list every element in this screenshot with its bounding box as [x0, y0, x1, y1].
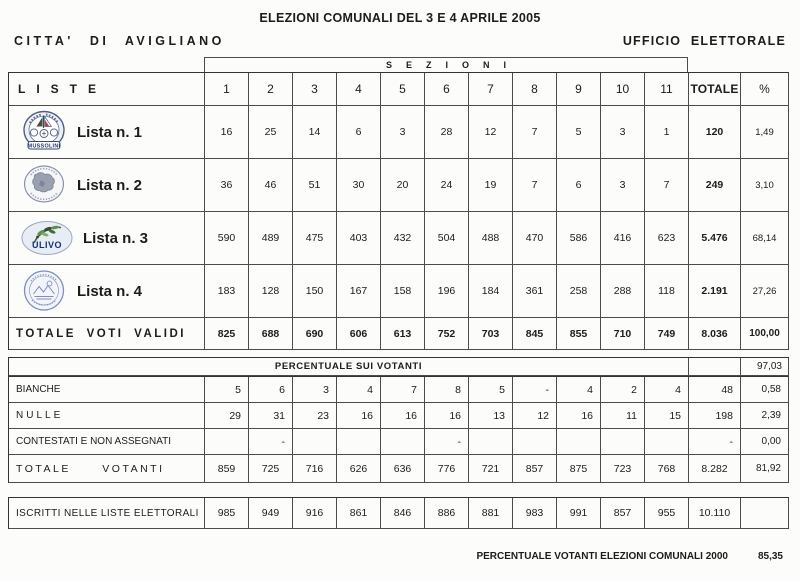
contestati-sezione-value-6: -: [425, 429, 469, 455]
contestati-sezione-value-8: [513, 429, 557, 455]
contestati-total: -: [689, 429, 741, 455]
ulivo-olive-branch-icon: [21, 220, 73, 256]
contestati-sezione-value-2: -: [249, 429, 293, 455]
lista-1-sezione-value-9: 5: [557, 106, 601, 159]
lista-3-percent: 68,14: [741, 212, 789, 265]
table-header-row: [9, 73, 789, 106]
footer-percent-votanti-2000-value: 85,35: [757, 551, 783, 562]
totale-voti-sezione-value-6: 752: [425, 318, 469, 350]
bianche-sezione-value-3: 3: [293, 377, 337, 403]
percentuale-band-empty-cell: [689, 358, 741, 376]
iscritti-row: [9, 498, 789, 529]
liste-header: LISTE: [9, 73, 205, 106]
bianche-sezione-value-7: 5: [469, 377, 513, 403]
lista-3-row: [9, 212, 789, 265]
city-label: CITTA' DI AVIGLIANO: [14, 34, 225, 48]
contestati-sezione-value-7: [469, 429, 513, 455]
ballots-table: [8, 376, 789, 483]
sezione-column-header-4: 4: [337, 73, 381, 106]
bianche-label: BIANCHE: [9, 377, 205, 403]
contestati-sezione-value-11: [645, 429, 689, 455]
sezione-column-header-9: 9: [557, 73, 601, 106]
nulle-percent: 2,39: [741, 403, 789, 429]
nulle-sezione-value-2: 31: [249, 403, 293, 429]
iscritti-sezione-value-9: 991: [557, 498, 601, 529]
lista-2-sezione-value-6: 24: [425, 159, 469, 212]
lista-4-sezione-value-10: 288: [601, 265, 645, 318]
lista-2-sezione-value-7: 19: [469, 159, 513, 212]
lista-1-sezione-value-4: 6: [337, 106, 381, 159]
totale-voti-sezione-value-10: 710: [601, 318, 645, 350]
bianche-sezione-value-2: 6: [249, 377, 293, 403]
lista-2-sezione-value-4: 30: [337, 159, 381, 212]
totale-voti-sezione-value-4: 606: [337, 318, 381, 350]
totale-votanti-sezione-value-6: 776: [425, 455, 469, 483]
totale-voti-sezione-value-7: 703: [469, 318, 513, 350]
bianche-sezione-value-1: 5: [205, 377, 249, 403]
sezione-column-header-7: 7: [469, 73, 513, 106]
iscritti-sezione-value-8: 983: [513, 498, 557, 529]
percent-header: %: [741, 73, 789, 106]
lista-1-sezione-value-11: 1: [645, 106, 689, 159]
lista-3-sezione-value-3: 475: [293, 212, 337, 265]
nulle-sezione-value-6: 16: [425, 403, 469, 429]
lista-2-sezione-value-3: 51: [293, 159, 337, 212]
totale-votanti-row: [9, 455, 789, 483]
footer-percent-votanti-2000-label: PERCENTUALE VOTANTI ELEZIONI COMUNALI 2000: [476, 551, 728, 562]
percentuale-sui-votanti-label: PERCENTUALE SUI VOTANTI: [9, 358, 689, 376]
landscape-seal-icon: [21, 269, 67, 313]
totale-votanti-label: TOTALE VOTANTI: [9, 455, 205, 483]
contestati-sezione-value-4: [337, 429, 381, 455]
totale-header: TOTALE: [689, 73, 741, 106]
lista-2-sezione-value-10: 3: [601, 159, 645, 212]
totale-votanti-sezione-value-4: 626: [337, 455, 381, 483]
lista-1-sezione-value-10: 3: [601, 106, 645, 159]
percentuale-sui-votanti-band: [8, 357, 789, 376]
lista-3-sezione-value-2: 489: [249, 212, 293, 265]
totale-votanti-sezione-value-11: 768: [645, 455, 689, 483]
bianche-sezione-value-11: 4: [645, 377, 689, 403]
iscritti-sezione-value-10: 857: [601, 498, 645, 529]
lista-1-sezione-value-2: 25: [249, 106, 293, 159]
nulle-sezione-value-7: 13: [469, 403, 513, 429]
lista-1-sezione-value-6: 28: [425, 106, 469, 159]
lista-3-sezione-value-1: 590: [205, 212, 249, 265]
totale-voti-sezione-value-5: 613: [381, 318, 425, 350]
sezione-column-header-5: 5: [381, 73, 425, 106]
iscritti-sezione-value-6: 886: [425, 498, 469, 529]
lista-4-sezione-value-6: 196: [425, 265, 469, 318]
lista-1-label: Lista n. 1: [77, 123, 143, 141]
lista-4-sezione-value-7: 184: [469, 265, 513, 318]
totale-voti-sezione-value-3: 690: [293, 318, 337, 350]
totale-voti-sezione-value-9: 855: [557, 318, 601, 350]
lista-3-total: 5.476: [689, 212, 741, 265]
totale-votanti-sezione-value-10: 723: [601, 455, 645, 483]
percentuale-sui-votanti-value: 97,03: [741, 358, 789, 376]
lista-1-sezione-value-8: 7: [513, 106, 557, 159]
bianche-row: [9, 377, 789, 403]
lista-3-sezione-value-9: 586: [557, 212, 601, 265]
lista-3-label-cell: [9, 212, 205, 265]
lista-1-row: [9, 106, 789, 159]
iscritti-sezione-value-4: 861: [337, 498, 381, 529]
lista-2-row: [9, 159, 789, 212]
lista-4-sezione-value-4: 167: [337, 265, 381, 318]
iscritti-sezione-value-1: 985: [205, 498, 249, 529]
nulle-sezione-value-8: 12: [513, 403, 557, 429]
sezione-column-header-2: 2: [249, 73, 293, 106]
totale-votanti-sezione-value-2: 725: [249, 455, 293, 483]
office-label: UFFICIO ELETTORALE: [622, 34, 786, 48]
sezione-column-header-3: 3: [293, 73, 337, 106]
lista-1-sezione-value-3: 14: [293, 106, 337, 159]
lista-1-sezione-value-5: 3: [381, 106, 425, 159]
bianche-sezione-value-10: 2: [601, 377, 645, 403]
sezione-column-header-1: 1: [205, 73, 249, 106]
nulle-sezione-value-4: 16: [337, 403, 381, 429]
iscritti-total: 10.110: [689, 498, 741, 529]
lista-4-percent: 27,26: [741, 265, 789, 318]
lista-2-percent: 3,10: [741, 159, 789, 212]
lista-2-label: Lista n. 2: [77, 176, 143, 194]
bianche-total: 48: [689, 377, 741, 403]
lista-3-sezione-value-6: 504: [425, 212, 469, 265]
page-title: ELEZIONI COMUNALI DEL 3 E 4 APRILE 2005: [259, 11, 541, 25]
territory-map-stamp-icon: [21, 163, 67, 207]
bianche-sezione-value-9: 4: [557, 377, 601, 403]
iscritti-sezione-value-5: 846: [381, 498, 425, 529]
lista-2-label-cell: [9, 159, 205, 212]
nulle-sezione-value-11: 15: [645, 403, 689, 429]
contestati-sezione-value-3: [293, 429, 337, 455]
sezioni-header-label: SEZIONI: [385, 60, 520, 70]
bianche-sezione-value-6: 8: [425, 377, 469, 403]
lista-1-sezione-value-1: 16: [205, 106, 249, 159]
lista-1-label-cell: [9, 106, 205, 159]
sezione-column-header-6: 6: [425, 73, 469, 106]
lista-2-total: 249: [689, 159, 741, 212]
totale-votanti-sezione-value-9: 875: [557, 455, 601, 483]
totale-votanti-sezione-value-5: 636: [381, 455, 425, 483]
totale-voti-sezione-value-8: 845: [513, 318, 557, 350]
sezione-column-header-11: 11: [645, 73, 689, 106]
subheader: [14, 34, 786, 48]
nulle-sezione-value-5: 16: [381, 403, 425, 429]
nulle-sezione-value-9: 16: [557, 403, 601, 429]
lista-2-sezione-value-11: 7: [645, 159, 689, 212]
lista-2-sezione-value-8: 7: [513, 159, 557, 212]
contestati-sezione-value-10: [601, 429, 645, 455]
lista-4-label-cell: [9, 265, 205, 318]
lista-4-row: [9, 265, 789, 318]
lista-3-sezione-value-8: 470: [513, 212, 557, 265]
totale-votanti-sezione-value-3: 716: [293, 455, 337, 483]
nulle-sezione-value-1: 29: [205, 403, 249, 429]
contestati-row: [9, 429, 789, 455]
lista-3-label: Lista n. 3: [83, 229, 149, 247]
totale-votanti-sezione-value-1: 859: [205, 455, 249, 483]
lista-3-sezione-value-10: 416: [601, 212, 645, 265]
iscritti-percent-empty: [741, 498, 789, 529]
lista-4-sezione-value-11: 118: [645, 265, 689, 318]
lista-1-percent: 1,49: [741, 106, 789, 159]
totale-voti-validi-percent: 100,00: [741, 318, 789, 350]
bianche-sezione-value-5: 7: [381, 377, 425, 403]
bianche-percent: 0,58: [741, 377, 789, 403]
bianche-sezione-value-4: 4: [337, 377, 381, 403]
iscritti-sezione-value-7: 881: [469, 498, 513, 529]
sezione-column-header-10: 10: [601, 73, 645, 106]
lista-1-sezione-value-7: 12: [469, 106, 513, 159]
iscritti-table: [8, 497, 789, 529]
lista-3-sezione-value-4: 403: [337, 212, 381, 265]
iscritti-sezione-value-11: 955: [645, 498, 689, 529]
totale-voti-sezione-value-1: 825: [205, 318, 249, 350]
bianche-sezione-value-8: -: [513, 377, 557, 403]
nulle-total: 198: [689, 403, 741, 429]
lista-4-total: 2.191: [689, 265, 741, 318]
lista-4-sezione-value-8: 361: [513, 265, 557, 318]
footer-line: [0, 551, 783, 562]
nulle-row: [9, 403, 789, 429]
contestati-sezione-value-1: [205, 429, 249, 455]
lista-3-sezione-value-11: 623: [645, 212, 689, 265]
svg-text:ULIVO: ULIVO: [31, 240, 63, 250]
contestati-sezione-value-5: [381, 429, 425, 455]
mussolini-circular-emblem-icon: [21, 110, 67, 154]
lista-4-sezione-value-9: 258: [557, 265, 601, 318]
totale-votanti-sezione-value-8: 857: [513, 455, 557, 483]
totale-votanti-sezione-value-7: 721: [469, 455, 513, 483]
results-table: [8, 72, 789, 350]
lista-4-sezione-value-5: 158: [381, 265, 425, 318]
iscritti-sezione-value-2: 949: [249, 498, 293, 529]
sezione-column-header-8: 8: [513, 73, 557, 106]
totale-voti-validi-row: [9, 318, 789, 350]
lista-2-sezione-value-2: 46: [249, 159, 293, 212]
lista-4-label: Lista n. 4: [77, 282, 143, 300]
lista-2-sezione-value-1: 36: [205, 159, 249, 212]
contestati-percent: 0,00: [741, 429, 789, 455]
lista-4-sezione-value-3: 150: [293, 265, 337, 318]
contestati-sezione-value-9: [557, 429, 601, 455]
percentuale-sui-votanti-row: [9, 358, 789, 376]
totale-voti-sezione-value-11: 749: [645, 318, 689, 350]
nulle-sezione-value-10: 11: [601, 403, 645, 429]
contestati-label: CONTESTATI E NON ASSEGNATI: [9, 429, 205, 455]
totale-votanti-total: 8.282: [689, 455, 741, 483]
lista-3-sezione-value-5: 432: [381, 212, 425, 265]
iscritti-sezione-value-3: 916: [293, 498, 337, 529]
lista-1-total: 120: [689, 106, 741, 159]
lista-4-sezione-value-1: 183: [205, 265, 249, 318]
svg-text:MUSSOLINI: MUSSOLINI: [27, 143, 61, 150]
totale-voti-sezione-value-2: 688: [249, 318, 293, 350]
totale-votanti-percent: 81,92: [741, 455, 789, 483]
nulle-label: NULLE: [9, 403, 205, 429]
lista-2-sezione-value-5: 20: [381, 159, 425, 212]
lista-2-sezione-value-9: 6: [557, 159, 601, 212]
totale-voti-validi-label: TOTALE VOTI VALIDI: [9, 318, 205, 350]
lista-4-sezione-value-2: 128: [249, 265, 293, 318]
nulle-sezione-value-3: 23: [293, 403, 337, 429]
totale-voti-validi-total: 8.036: [689, 318, 741, 350]
iscritti-label: ISCRITTI NELLE LISTE ELETTORALI: [9, 498, 205, 529]
lista-3-sezione-value-7: 488: [469, 212, 513, 265]
sezioni-header: [204, 57, 688, 72]
